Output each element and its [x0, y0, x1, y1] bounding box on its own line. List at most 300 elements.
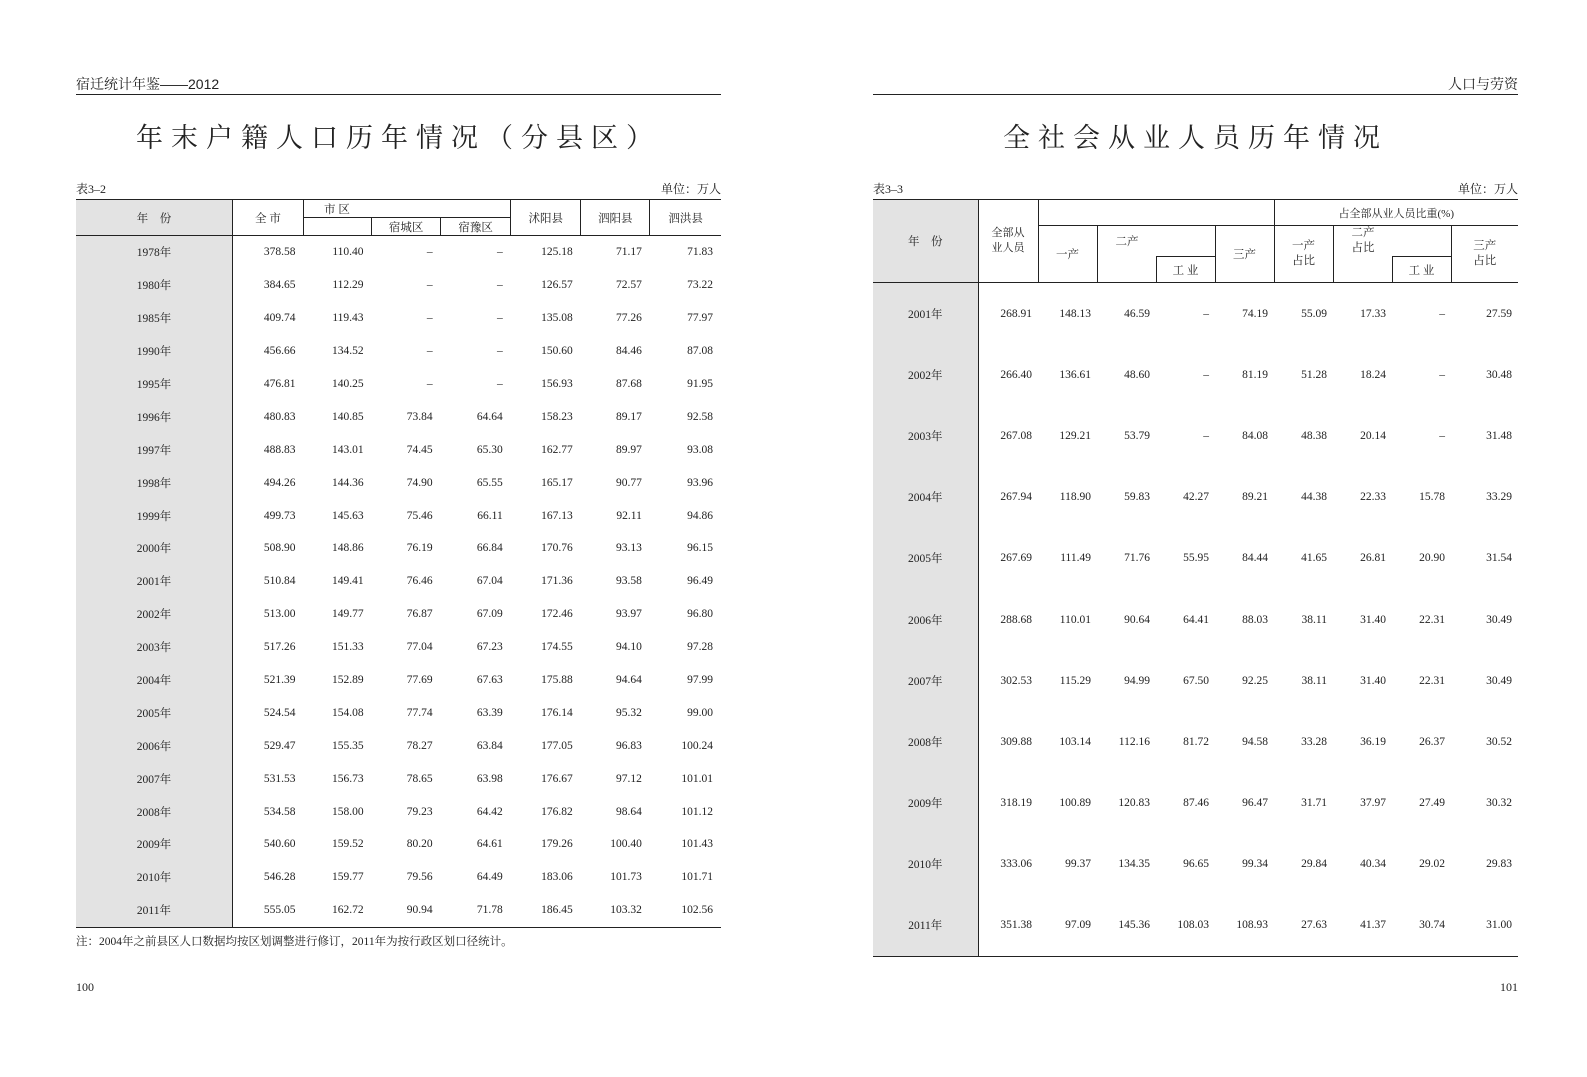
value-cell: –: [1439, 368, 1445, 381]
value-cell: 148.13: [1059, 307, 1091, 320]
value-cell: 84.44: [1242, 552, 1268, 565]
value-cell: –: [426, 378, 433, 390]
table-title-left: 年末户籍人口历年情况（分县区）: [136, 123, 661, 154]
value-cell: 95.32: [615, 706, 642, 719]
year-cell: 2001年: [873, 283, 978, 345]
value-cell: 171.36: [541, 575, 573, 588]
value-cell: 96.47: [1242, 797, 1268, 810]
value-cell: 101.73: [610, 871, 642, 884]
value-cell: 480.83: [263, 410, 296, 423]
value-cell: –: [426, 246, 433, 259]
value-cell: 97.28: [687, 641, 713, 654]
value-cell: 44.38: [1301, 491, 1327, 504]
value-cell: 267.69: [1000, 552, 1032, 565]
header-shuyang: 沭阳县: [511, 200, 581, 236]
value-cell: 27.63: [1274, 895, 1333, 957]
header-industry-share: 工 业: [1392, 257, 1451, 283]
value-cell: 111.49: [1060, 552, 1091, 565]
year-cell: 2004年: [76, 664, 232, 697]
value-cell: 92.11: [616, 509, 642, 522]
value-cell: 31.40: [1360, 674, 1386, 687]
value-cell: 158.00: [331, 805, 364, 818]
value-cell: 48.60: [1124, 368, 1150, 381]
value-cell: 524.54: [263, 706, 296, 719]
value-cell: 65.30: [476, 443, 503, 456]
value-cell: 112.16: [1118, 735, 1150, 748]
value-cell: 15.78: [1419, 491, 1445, 504]
value-cell: 156.93: [541, 378, 573, 390]
header-all-city: 全 市: [232, 200, 303, 236]
year-cell: 2003年: [873, 405, 978, 466]
header-primary-share: [1274, 226, 1333, 283]
table-row: [76, 400, 721, 433]
table-row: [76, 795, 721, 828]
value-cell: 20.90: [1419, 552, 1445, 565]
employment-table: [873, 199, 1518, 957]
value-cell: 150.60: [541, 345, 573, 358]
value-cell: –: [496, 246, 503, 259]
year-cell: 2002年: [873, 344, 978, 405]
value-cell: 36.19: [1360, 735, 1386, 748]
year-cell: 2004年: [873, 467, 978, 528]
table-row: [873, 834, 1518, 895]
header-secondary: 二产: [1097, 226, 1215, 257]
value-cell: 66.11: [477, 509, 503, 522]
value-cell: 26.81: [1360, 552, 1386, 565]
value-cell: –: [1203, 429, 1209, 442]
value-cell: 93.96: [687, 476, 713, 489]
value-cell: 64.61: [476, 838, 503, 851]
value-cell: 96.15: [687, 542, 713, 555]
value-cell: –: [426, 312, 433, 325]
page-number-right: 101: [1500, 980, 1518, 994]
year-cell: 2007年: [873, 650, 978, 711]
population-table-body: [76, 236, 721, 928]
table-row: [76, 894, 721, 927]
value-cell: 378.58: [263, 246, 296, 259]
value-cell: 175.88: [541, 674, 573, 687]
value-cell: –: [496, 312, 503, 325]
value-cell: 37.97: [1360, 797, 1386, 810]
value-cell: 517.26: [263, 641, 296, 654]
table-row: [76, 532, 721, 565]
value-cell: 79.23: [406, 805, 433, 818]
value-cell: 48.38: [1301, 429, 1327, 442]
year-cell: 1995年: [76, 368, 232, 401]
value-cell: 126.57: [541, 279, 573, 292]
value-cell: 74.90: [406, 476, 433, 489]
value-cell: 165.17: [541, 476, 573, 489]
value-cell: 64.64: [476, 410, 503, 423]
value-cell: 266.40: [1000, 368, 1032, 381]
value-cell: 112.29: [332, 279, 364, 292]
value-cell: 67.50: [1183, 674, 1209, 687]
value-cell: 67.04: [476, 575, 503, 588]
value-cell: 134.52: [331, 345, 364, 358]
value-cell: 77.04: [406, 641, 433, 654]
value-cell: 100.40: [610, 838, 642, 851]
header-industry: 工 业: [1156, 257, 1215, 283]
value-cell: 333.06: [1000, 858, 1032, 871]
value-cell: 84.08: [1242, 429, 1268, 442]
value-cell: 94.10: [615, 641, 642, 654]
value-cell: 99.34: [1242, 858, 1268, 871]
value-cell: 186.45: [511, 894, 581, 927]
value-cell: 145.36: [1097, 895, 1156, 957]
value-cell: –: [496, 279, 503, 292]
table-row: [873, 283, 1518, 345]
value-cell: 67.23: [476, 641, 503, 654]
value-cell: 31.40: [1360, 613, 1386, 626]
table-row: [873, 589, 1518, 650]
value-cell: 93.97: [615, 608, 642, 621]
value-cell: 110.01: [1059, 613, 1091, 626]
header-tertiary-share: [1451, 226, 1518, 283]
value-cell: 76.87: [406, 608, 433, 621]
value-cell: 118.90: [1059, 491, 1091, 504]
value-cell: 29.02: [1419, 858, 1445, 871]
value-cell: 80.20: [406, 838, 433, 851]
table-row: [873, 711, 1518, 772]
value-cell: 30.74: [1392, 895, 1451, 957]
value-cell: 115.29: [1059, 674, 1091, 687]
value-cell: 179.26: [541, 838, 573, 851]
value-cell: 110.40: [332, 246, 364, 259]
value-cell: 74.19: [1242, 307, 1268, 320]
value-cell: 125.18: [541, 246, 573, 259]
header-secondary-share-line2: 占比: [1351, 242, 1375, 254]
value-cell: 75.46: [406, 509, 433, 522]
value-cell: 521.39: [263, 674, 296, 687]
value-cell: 94.58: [1242, 735, 1268, 748]
value-cell: 77.26: [615, 312, 642, 325]
table-row: [76, 828, 721, 861]
value-cell: 108.93: [1215, 895, 1274, 957]
value-cell: 71.78: [441, 894, 511, 927]
table-unit: 单位：万人: [1457, 182, 1518, 196]
table-row: [873, 528, 1518, 589]
value-cell: 30.49: [1486, 674, 1512, 687]
value-cell: 129.21: [1059, 429, 1091, 442]
value-cell: 41.37: [1333, 895, 1392, 957]
value-cell: 172.46: [541, 608, 573, 621]
employment-table-body: [873, 283, 1518, 957]
value-cell: 90.94: [372, 894, 441, 927]
table-row: [76, 696, 721, 729]
value-cell: 89.21: [1242, 491, 1268, 504]
value-cell: 46.59: [1124, 307, 1150, 320]
header-tertiary: 三产: [1215, 226, 1274, 283]
table-unit: 单位：万人: [660, 182, 721, 196]
value-cell: 73.22: [687, 279, 713, 292]
header-year: 年 份: [76, 200, 232, 236]
value-cell: 78.65: [406, 772, 433, 785]
value-cell: 96.83: [615, 739, 642, 752]
value-cell: 40.34: [1360, 858, 1386, 871]
value-cell: 64.41: [1183, 613, 1209, 626]
running-head-right: 人口与劳资: [873, 74, 1518, 95]
value-cell: 140.25: [331, 378, 364, 390]
year-cell: 2007年: [76, 762, 232, 795]
value-cell: 99.00: [687, 706, 713, 719]
value-cell: 67.09: [476, 608, 503, 621]
header-primary-share-line1: 一产: [1292, 240, 1315, 252]
header-total-line1: 全部从: [991, 227, 1025, 239]
value-cell: 64.42: [476, 805, 503, 818]
value-cell: 510.84: [263, 575, 296, 588]
year-cell: 1980年: [76, 269, 232, 302]
value-cell: 22.33: [1360, 491, 1386, 504]
header-city-district: 市 区: [304, 200, 511, 218]
value-cell: 176.82: [541, 805, 573, 818]
value-cell: 93.13: [615, 542, 642, 555]
value-cell: 31.54: [1486, 552, 1512, 565]
value-cell: 288.68: [1000, 613, 1032, 626]
value-cell: 30.32: [1486, 797, 1512, 810]
value-cell: 499.73: [263, 509, 296, 522]
value-cell: 534.58: [263, 805, 296, 818]
value-cell: 120.83: [1118, 797, 1150, 810]
value-cell: 90.64: [1124, 613, 1150, 626]
value-cell: 92.25: [1242, 674, 1268, 687]
value-cell: 101.43: [681, 838, 713, 851]
value-cell: 27.59: [1486, 307, 1512, 320]
value-cell: 159.52: [331, 838, 364, 851]
value-cell: 77.74: [406, 706, 433, 719]
header-secondary-share: [1333, 226, 1451, 257]
value-cell: 103.32: [581, 894, 650, 927]
value-cell: 531.53: [263, 772, 296, 785]
value-cell: 73.84: [406, 410, 433, 423]
value-cell: 91.95: [687, 378, 713, 390]
value-cell: –: [1439, 429, 1445, 442]
value-cell: 33.28: [1301, 735, 1327, 748]
value-cell: 42.27: [1183, 491, 1209, 504]
value-cell: 55.09: [1301, 307, 1327, 320]
value-cell: 76.46: [406, 575, 433, 588]
table-row: [76, 861, 721, 894]
value-cell: 55.95: [1183, 552, 1209, 565]
value-cell: 31.71: [1301, 797, 1327, 810]
table-row: [76, 499, 721, 532]
header-sihong: 泗洪县: [650, 200, 721, 236]
value-cell: 103.14: [1059, 735, 1091, 748]
table-row: [76, 335, 721, 368]
value-cell: 100.24: [681, 739, 713, 752]
value-cell: 71.76: [1124, 552, 1150, 565]
header-year: 年 份: [873, 200, 978, 283]
year-cell: 1998年: [76, 466, 232, 499]
value-cell: 183.06: [541, 871, 573, 884]
value-cell: 92.58: [687, 410, 713, 423]
value-cell: 77.97: [687, 312, 713, 325]
table-number: 表3–3: [873, 182, 904, 196]
year-cell: 2010年: [76, 861, 232, 894]
value-cell: 59.83: [1124, 491, 1150, 504]
value-cell: 268.91: [1000, 307, 1032, 320]
right-page: [873, 0, 1518, 1077]
year-cell: 1997年: [76, 433, 232, 466]
header-total-employment: [978, 200, 1038, 283]
value-cell: 76.19: [406, 542, 433, 555]
value-cell: 22.31: [1419, 674, 1445, 687]
value-cell: –: [1203, 307, 1209, 320]
table-row: [76, 269, 721, 302]
value-cell: 87.68: [615, 378, 642, 390]
header-siyang: 泗阳县: [581, 200, 650, 236]
value-cell: 64.49: [476, 871, 503, 884]
value-cell: 108.03: [1156, 895, 1215, 957]
table-row: [873, 650, 1518, 711]
value-cell: 101.12: [681, 805, 713, 818]
value-cell: 26.37: [1419, 735, 1445, 748]
header-total-line2: 业人员: [991, 242, 1025, 254]
page-number-left: 100: [76, 980, 94, 994]
table-row: [76, 565, 721, 598]
header-share-group: 占全部从业人员比重(%): [1274, 200, 1518, 226]
value-cell: 30.49: [1486, 613, 1512, 626]
value-cell: 30.48: [1486, 368, 1512, 381]
value-cell: 555.05: [232, 894, 303, 927]
value-cell: 94.64: [615, 674, 642, 687]
value-cell: 93.58: [615, 575, 642, 588]
table-row: [76, 302, 721, 335]
value-cell: 77.69: [406, 674, 433, 687]
value-cell: 101.01: [681, 772, 713, 785]
value-cell: –: [496, 345, 503, 358]
year-cell: 1978年: [76, 236, 232, 269]
table-note: 注：2004年之前县区人口数据均按区划调整进行修订，2011年为按行政区划口径统计。: [76, 936, 513, 948]
value-cell: 96.49: [687, 575, 713, 588]
value-cell: 99.37: [1065, 858, 1091, 871]
table-row: [76, 368, 721, 401]
table-row: [76, 236, 721, 269]
header-tertiary-share-line2: 占比: [1473, 255, 1497, 267]
value-cell: 89.97: [615, 443, 642, 456]
table-row: [873, 467, 1518, 528]
header-primary-share-line2: 占比: [1292, 255, 1315, 267]
value-cell: –: [1203, 368, 1209, 381]
value-cell: 267.08: [1000, 429, 1032, 442]
value-cell: 31.00: [1451, 895, 1518, 957]
value-cell: –: [1439, 307, 1445, 320]
value-cell: 71.83: [687, 246, 713, 259]
year-cell: 2009年: [873, 773, 978, 834]
year-cell: 2009年: [76, 828, 232, 861]
table-row: [76, 664, 721, 697]
value-cell: 71.17: [615, 246, 642, 259]
table-row: [76, 466, 721, 499]
value-cell: 67.63: [476, 674, 503, 687]
value-cell: 38.11: [1301, 674, 1327, 687]
value-cell: 30.52: [1486, 735, 1512, 748]
value-cell: 155.35: [331, 739, 364, 752]
header-sucheng: 宿城区: [372, 218, 441, 236]
year-cell: 2005年: [873, 528, 978, 589]
value-cell: 156.73: [331, 772, 364, 785]
value-cell: 18.24: [1360, 368, 1386, 381]
value-cell: 93.08: [687, 443, 713, 456]
value-cell: 136.61: [1059, 368, 1091, 381]
value-cell: 53.79: [1124, 429, 1150, 442]
value-cell: 100.89: [1059, 797, 1091, 810]
value-cell: 152.89: [331, 674, 364, 687]
table-number: 表3–2: [76, 182, 107, 196]
header-suyu: 宿豫区: [441, 218, 511, 236]
header-tertiary-share-line1: 三产: [1473, 240, 1497, 252]
value-cell: 143.01: [331, 443, 364, 456]
value-cell: 96.65: [1183, 858, 1209, 871]
value-cell: 96.80: [687, 608, 713, 621]
value-cell: 409.74: [263, 312, 296, 325]
value-cell: 87.46: [1183, 797, 1209, 810]
year-cell: 2001年: [76, 565, 232, 598]
value-cell: 101.71: [681, 871, 713, 884]
year-cell: 1990年: [76, 335, 232, 368]
value-cell: 540.60: [263, 838, 296, 851]
value-cell: 87.08: [687, 345, 713, 358]
value-cell: 66.84: [476, 542, 503, 555]
value-cell: 102.56: [650, 894, 721, 927]
year-cell: 2000年: [76, 532, 232, 565]
value-cell: 90.77: [615, 476, 642, 489]
value-cell: 174.55: [541, 641, 573, 654]
table-row: [76, 433, 721, 466]
table-row: [873, 895, 1518, 957]
year-cell: 2011年: [873, 895, 978, 957]
value-cell: 167.13: [541, 509, 573, 522]
value-cell: 97.12: [615, 772, 642, 785]
year-cell: 1999年: [76, 499, 232, 532]
value-cell: 74.45: [406, 443, 433, 456]
value-cell: 145.63: [331, 509, 364, 522]
value-cell: 88.03: [1242, 613, 1268, 626]
value-cell: 546.28: [263, 871, 296, 884]
value-cell: 318.19: [1000, 797, 1032, 810]
table-row: [76, 762, 721, 795]
value-cell: 72.57: [615, 279, 642, 292]
value-cell: 29.83: [1486, 858, 1512, 871]
value-cell: 162.77: [541, 443, 573, 456]
value-cell: 119.43: [332, 312, 364, 325]
value-cell: 97.09: [1038, 895, 1097, 957]
value-cell: –: [496, 378, 503, 390]
value-cell: 41.65: [1301, 552, 1327, 565]
value-cell: 508.90: [263, 542, 296, 555]
year-cell: 2006年: [873, 589, 978, 650]
value-cell: 476.81: [263, 378, 296, 390]
value-cell: 27.49: [1419, 797, 1445, 810]
value-cell: 159.77: [331, 871, 364, 884]
value-cell: 456.66: [263, 345, 296, 358]
left-page: [76, 0, 721, 1077]
table-row: [76, 598, 721, 631]
value-cell: 144.36: [331, 476, 364, 489]
value-cell: 84.46: [615, 345, 642, 358]
value-cell: 176.14: [541, 706, 573, 719]
value-cell: 81.72: [1183, 735, 1209, 748]
value-cell: –: [426, 279, 433, 292]
header-secondary-share-line1: 二产: [1351, 227, 1375, 239]
value-cell: 134.35: [1118, 858, 1150, 871]
year-cell: 2002年: [76, 598, 232, 631]
value-cell: 154.08: [331, 706, 364, 719]
value-cell: 488.83: [263, 443, 296, 456]
value-cell: 135.08: [541, 312, 573, 325]
value-cell: 302.53: [1000, 674, 1032, 687]
year-cell: 2011年: [76, 894, 232, 927]
value-cell: 33.29: [1486, 491, 1512, 504]
